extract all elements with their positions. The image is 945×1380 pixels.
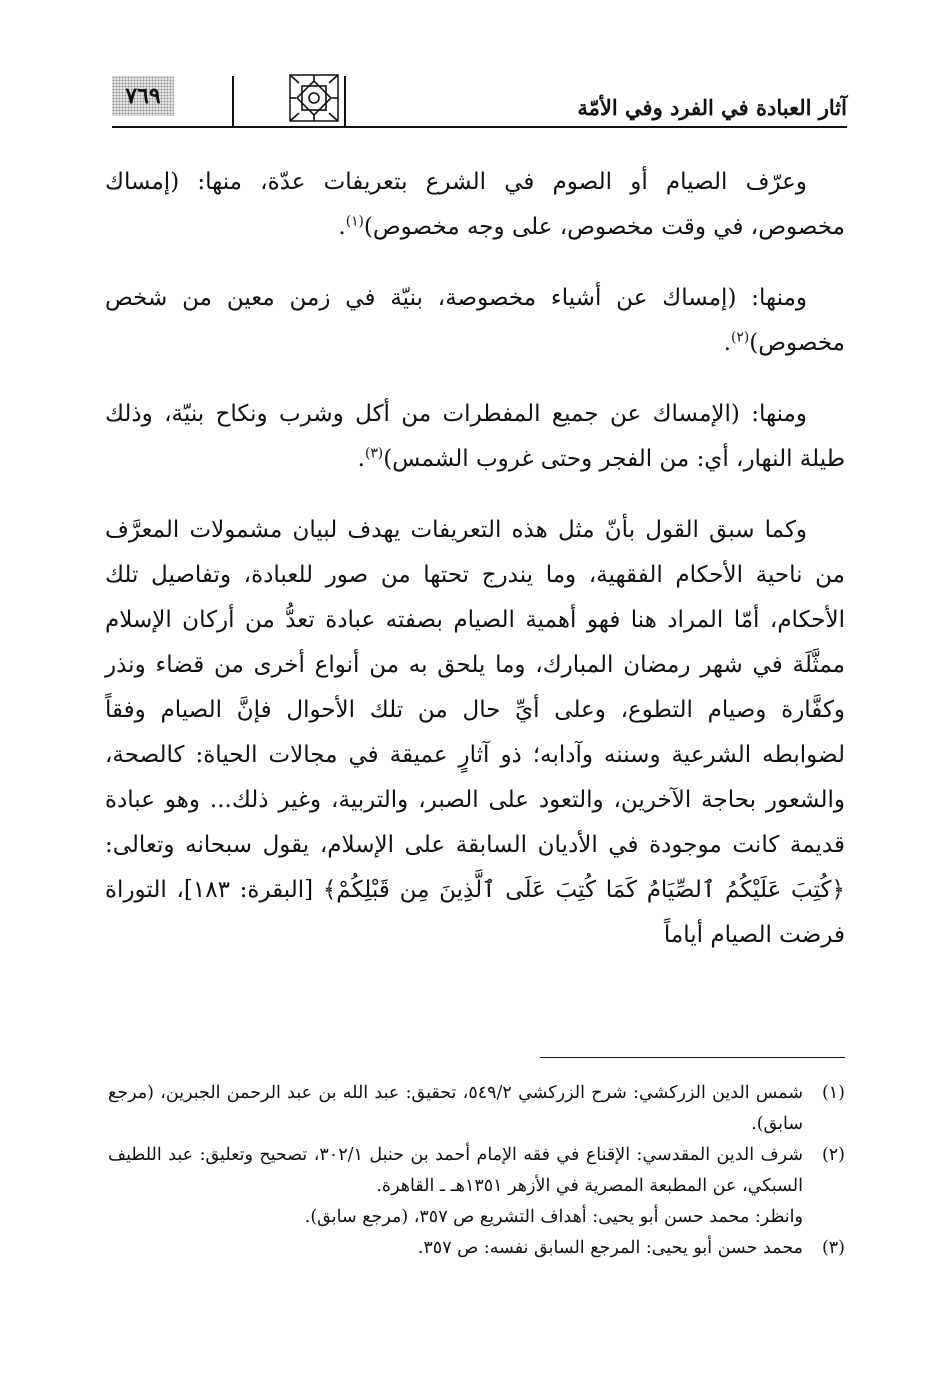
main-text [105, 160, 845, 958]
footnote-number: (١) [821, 1083, 845, 1103]
paragraph: ومنها: (الإمساك عن جميع المفطرات من أكل وشرب ونكاح بنيّة، وذلك طيلة النهار، أي: من الفجر وحتى غروب الشمس)$^{(٣)}$. [105, 401, 845, 472]
page-header [112, 70, 847, 128]
footnote [108, 1140, 845, 1233]
page-number-box [112, 76, 174, 116]
footnote-marker[interactable]: (١) [345, 213, 364, 230]
footnote-marker[interactable]: (٢) [731, 329, 750, 346]
footnote-separator [540, 1057, 845, 1058]
footnote-number: (٢) [821, 1145, 845, 1165]
geometric-star-ornament-icon [289, 74, 339, 122]
header-divider [232, 76, 234, 126]
page-number: ٧٦٩ [125, 83, 161, 109]
footnote [108, 1078, 845, 1140]
footnote-marker[interactable]: (٣) [364, 445, 384, 462]
footnote [108, 1233, 845, 1264]
footnote-text: شرف الدين المقدسي: الإقناع في فقه الإمام أحمد بن حنبل ٣٠٢/١، تصحيح وتعليق: عبد اللطيف السبكي، عن المطبعة المصرية في الأزهر ١٣٥١هـ ـ القاهرة. وانظر: محمد حسن أبو يحيى: أهداف التشريع ص ٣٥٧، (مرجع سابق). [108, 1145, 804, 1227]
footnotes [108, 1078, 845, 1264]
paragraph: ومنها: (إمساك عن أشياء مخصوصة، بنيّة في زمن معين من شخص مخصوص)$^{(٢)}$. [105, 285, 845, 356]
paragraph: وكما سبق القول بأنّ مثل هذه التعريفات يهدف لبيان مشمولات المعرَّف من ناحية الأحكام الفقهية، وما يندرج تحتها من صور للعبادة، وتفاصيل تلك الأحكام، أمّا المراد هنا فهو أهمية الصيام بصفته عبادة تعدُّ من أركان الإسلام ممثَّلَة في شهر رمضان المبارك، وما يلحق به من أنواع أخرى من قضاء ونذر وكفَّارة وصيام التطوع، وعلى أيِّ حال من تلك الأحوال فإنَّ الصيام وفقاً لضوابطه الشرعية وسننه وآدابه؛ ذو آثارٍ عميقة في مجالات الحياة: كالصحة، والشعور بحاجة الآخرين، والتعود على الصبر، والتربية، وغير ذلك... وهو عبادة قديمة كانت موجودة في الأديان السابقة على الإسلام، يقول سبحانه وتعالى: ﴿كُتِبَ عَلَيْكُمُ ٱلصِّيَامُ كَمَا كُتِبَ عَلَى ٱلَّذِينَ مِن قَبْلِكُمْ﴾ [البقرة: ١٨٣]، التوراة فرضت الصيام أياماً [105, 517, 845, 948]
footnote-number: (٣) [821, 1238, 845, 1258]
paragraph: وعرّف الصيام أو الصوم في الشرع بتعريفات عدّة، منها: (إمساك مخصوص، في وقت مخصوص، على وجه مخصوص)$^{(١)}$. [105, 169, 845, 240]
footnote-text: شمس الدين الزركشي: شرح الزركشي ٥٤٩/٢، تحقيق: عبد الله بن عبد الرحمن الجبرين، (مرجع سابق). [108, 1083, 803, 1134]
header-divider [344, 76, 346, 126]
running-title: آثار العبادة في الفرد وفي الأمّة [577, 95, 847, 120]
footnote-text: محمد حسن أبو يحيى: المرجع السابق نفسه: ص ٣٥٧. [417, 1238, 803, 1258]
